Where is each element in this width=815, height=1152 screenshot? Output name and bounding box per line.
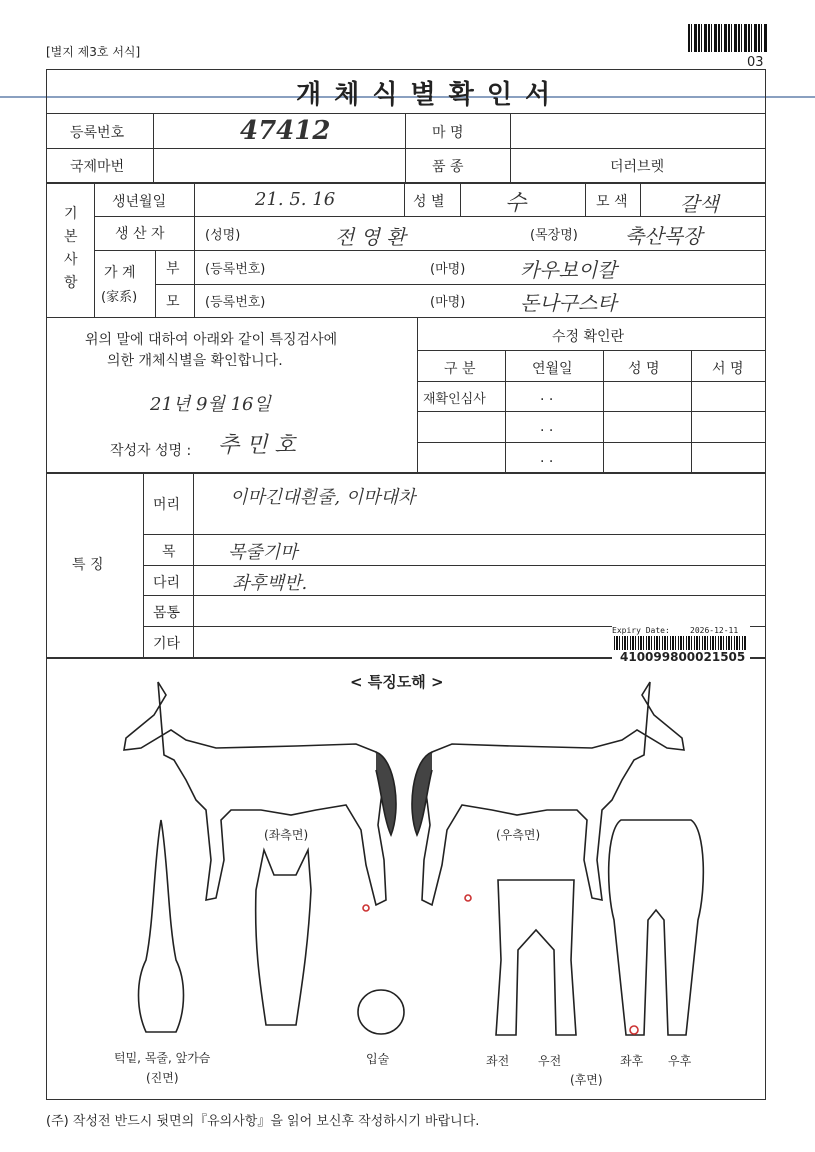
- reg-no-value: 47412: [240, 116, 331, 146]
- neck-value: 목줄기마: [228, 542, 298, 563]
- rule: [417, 411, 766, 412]
- rule: [94, 250, 766, 251]
- expiry-value: 2026-12-11: [690, 626, 739, 635]
- rule: [46, 148, 766, 149]
- sire-label: 부: [166, 261, 180, 277]
- rule: [46, 182, 766, 184]
- rule: [46, 472, 766, 474]
- rule: [417, 317, 418, 472]
- basic-label-1: 기: [64, 206, 78, 222]
- dam-reg-label: (등록번호): [205, 295, 266, 310]
- sire-reg-label: (등록번호): [205, 262, 266, 277]
- horse-diagrams: [46, 660, 764, 1100]
- basic-label-2: 본: [64, 229, 78, 245]
- intl-no-label: 국제마번: [70, 159, 125, 175]
- barcode-number: 410099800021505: [620, 650, 746, 664]
- expiry-label: Expiry Date:: [612, 626, 670, 635]
- birth-label: 생년월일: [112, 194, 167, 210]
- dam-value: 돈나구스타: [520, 291, 617, 315]
- rule: [153, 113, 154, 182]
- rule: [143, 534, 766, 535]
- left-side-label: (좌측면): [264, 828, 309, 842]
- legs-value: 좌후백반.: [232, 573, 308, 594]
- right-fore-label: 우전: [538, 1054, 562, 1068]
- page-number: 03: [747, 55, 764, 70]
- footnote: (주) 작성전 반드시 뒷면의『유의사항』을 읽어 보신후 작성하시기 바랍니다.: [46, 1114, 480, 1129]
- rule: [46, 317, 766, 318]
- rule: [46, 113, 766, 114]
- rule: [585, 182, 586, 216]
- coat-label: 모 색: [596, 194, 628, 210]
- diagram-title: < 특징도해 >: [350, 673, 444, 691]
- date-dots: . .: [540, 388, 554, 404]
- breeder-name-label: (성명): [205, 228, 241, 243]
- col-date: 연월일: [532, 361, 573, 377]
- sticker-barcode: [614, 636, 746, 650]
- rule: [603, 350, 604, 472]
- lips-drawing: [358, 990, 404, 1034]
- pedigree-hanja: (家系): [101, 290, 138, 305]
- rear-view-drawing: [609, 820, 704, 1035]
- ranch-label: (목장명): [530, 228, 578, 243]
- rule: [94, 216, 766, 217]
- birth-value: 21. 5. 16: [255, 189, 336, 210]
- legs-label: 다리: [153, 575, 181, 591]
- form-label: [별지 제3호 서식]: [46, 45, 141, 59]
- col-name: 성 명: [628, 361, 660, 377]
- expiry-sticker: [612, 626, 750, 664]
- neck-label: 목: [162, 544, 176, 560]
- basic-label-4: 항: [64, 275, 78, 291]
- author-label: 작성자 성명 :: [110, 443, 192, 459]
- rule: [510, 113, 511, 182]
- rule: [460, 182, 461, 216]
- breed-label: 품 종: [432, 159, 464, 175]
- confirm-line-1: 위의 말에 대하여 아래와 같이 특징검사에: [85, 332, 338, 348]
- recheck-label: 재확인심사: [423, 392, 486, 407]
- col-sign: 서 명: [712, 361, 744, 377]
- sex-value: 수: [505, 191, 527, 216]
- dam-name-label: (마명): [430, 295, 466, 310]
- right-side-horse-drawing: [412, 682, 684, 905]
- breeder-value: 전 영 환: [335, 225, 406, 249]
- rule: [417, 442, 766, 443]
- revision-title: 수정 확인란: [552, 329, 625, 345]
- breed-value: 더러브렛: [610, 159, 665, 175]
- front-view-drawing: [139, 820, 184, 1032]
- rule: [155, 284, 766, 285]
- horse-name-label: 마 명: [432, 125, 464, 141]
- rear-view-label: (후면): [570, 1073, 603, 1087]
- date-dots: . .: [540, 419, 554, 435]
- rule: [417, 350, 766, 351]
- rule: [640, 182, 641, 216]
- body-label: 몸통: [153, 605, 181, 621]
- left-side-horse-drawing: [124, 682, 396, 911]
- rule: [417, 381, 766, 382]
- front-caption: 턱밑, 목줄, 앞가슴: [114, 1051, 211, 1065]
- ranch-value: 축산목장: [625, 224, 703, 248]
- other-label: 기타: [153, 636, 181, 652]
- sire-name-label: (마명): [430, 262, 466, 277]
- date-dots: . .: [540, 450, 554, 466]
- front-view-label: (진면): [146, 1071, 179, 1085]
- confirm-date: 21년 9월 16일: [150, 394, 271, 415]
- head-value: 이마긴대흰줄, 이마대차: [230, 487, 416, 508]
- rule: [404, 182, 405, 216]
- right-side-label: (우측면): [496, 828, 541, 842]
- head-front-drawing: [256, 850, 311, 1025]
- coat-value: 갈색: [680, 192, 719, 216]
- dam-label: 모: [166, 294, 180, 310]
- sex-label: 성 별: [413, 194, 445, 210]
- front-legs-drawing: [496, 880, 576, 1035]
- rule: [155, 250, 156, 317]
- breeder-label: 생 산 자: [115, 226, 165, 242]
- confirm-line-2: 의한 개체식별을 확인합니다.: [107, 353, 283, 369]
- lips-label: 입술: [366, 1052, 390, 1066]
- basic-label-3: 사: [64, 252, 78, 268]
- author-signature: 추 민 호: [218, 433, 296, 458]
- rule: [691, 350, 692, 472]
- col-category: 구 분: [444, 361, 476, 377]
- head-label: 머리: [153, 497, 181, 513]
- document-title: 개 체 식 별 확 인 서: [296, 80, 553, 110]
- rule: [405, 113, 406, 182]
- rule: [143, 565, 766, 566]
- left-hind-label: 좌후: [620, 1054, 644, 1068]
- rule: [143, 595, 766, 596]
- top-barcode: [688, 24, 768, 52]
- rule: [505, 350, 506, 472]
- sire-value: 카우보이칼: [520, 258, 617, 282]
- right-hind-label: 우후: [668, 1054, 692, 1068]
- features-label: 특 징: [72, 557, 104, 573]
- left-fore-label: 좌전: [486, 1054, 510, 1068]
- pedigree-label: 가 계: [104, 265, 136, 281]
- reg-no-label: 등록번호: [70, 125, 125, 141]
